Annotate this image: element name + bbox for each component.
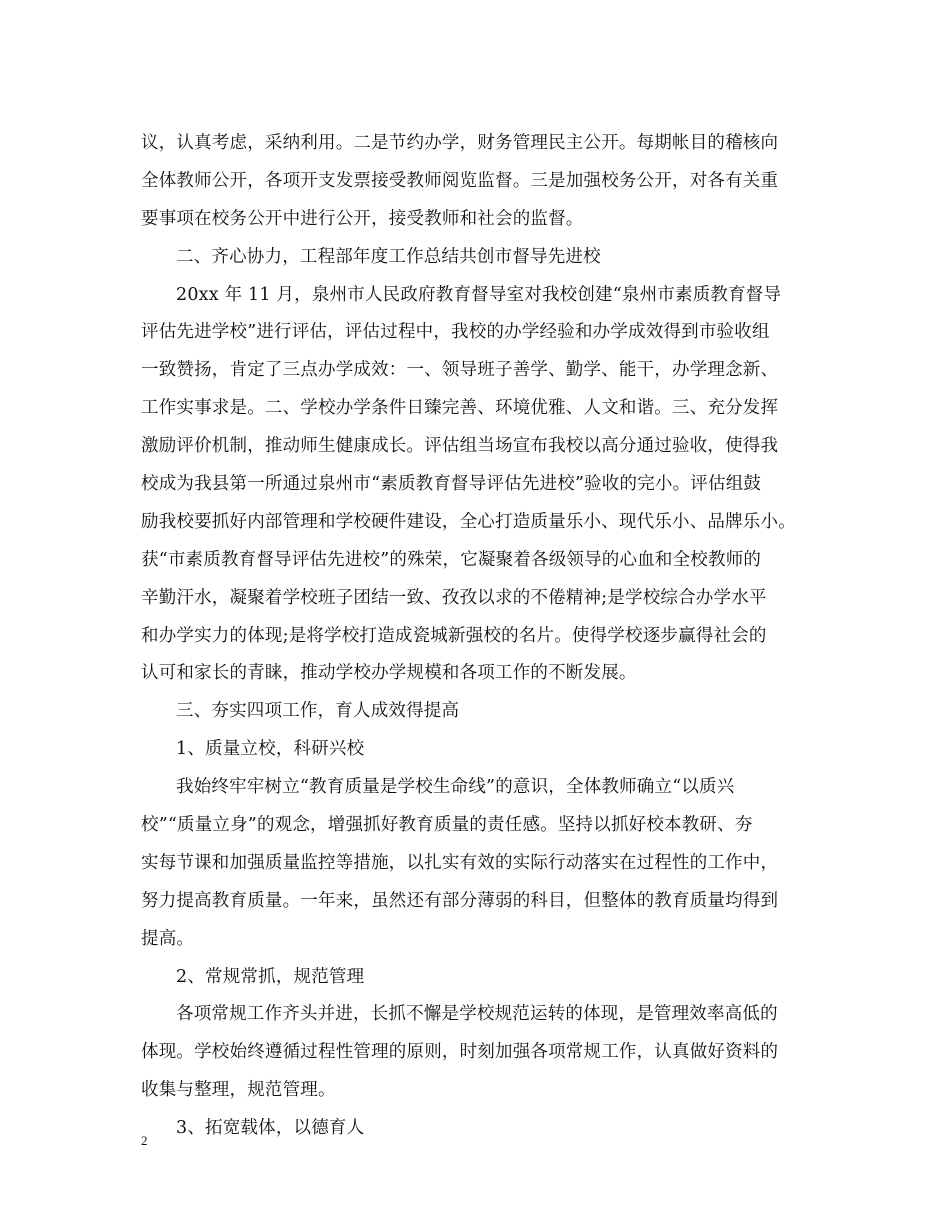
text-line: 全体教师公开，各项开支发票接受教师阅览监督。三是加强校务公开，对各有关重	[141, 170, 779, 191]
document-body	[141, 125, 821, 1148]
text-line: 二、齐心协力，工程部年度工作总结共创市督导先进校	[176, 246, 601, 267]
text-line: 一致赞扬，肯定了三点办学成效：一、领导班子善学、勤学、能干，办学理念新、	[141, 360, 779, 381]
text-line: 各项常规工作齐头并进，长抓不懈是学校规范运转的体现，是管理效率高低的	[176, 1004, 778, 1025]
text-line: 激励评价机制，推动师生健康成长。评估组当场宣布我校以高分通过验收，使得我	[141, 436, 779, 457]
text-line: 20xx 年 11 月，泉州市人民政府教育督导室对我校创建“泉州市素质教育督导	[176, 284, 782, 305]
text-line: 议，认真考虑，采纳利用。二是节约办学，财务管理民主公开。每期帐目的稽核向	[141, 133, 779, 153]
text-line: 要事项在校务公开中进行公开，接受教师和社会的监督。	[141, 208, 584, 229]
text-line: 和办学实力的体现;是将学校打造成瓷城新强校的名片。使得学校逐步赢得社会的	[141, 625, 767, 646]
text-line: 2、常规常抓，规范管理	[176, 966, 365, 987]
text-line: 校”“质量立身”的观念，增强抓好教育质量的责任感。坚持以抓好校本教研、夯	[141, 815, 753, 836]
text-line: 获“市素质教育督导评估先进校”的殊荣，它凝聚着各级领导的心血和全校教师的	[141, 549, 762, 570]
text-line: 我始终牢牢树立“教育质量是学校生命线”的意识，全体教师确立“以质兴	[176, 777, 735, 798]
text-line: 评估先进学校”进行评估，评估过程中，我校的办学经验和办学成效得到市验收组	[141, 322, 770, 343]
text-line: 励我校要抓好内部管理和学校硬件建设，全心打造质量乐小、现代乐小、品牌乐小。	[141, 511, 796, 532]
page-number: 2	[141, 1133, 148, 1148]
text-line: 辛勤汗水，凝聚着学校班子团结一致、孜孜以求的不倦精神;是学校综合办学水平	[141, 587, 767, 608]
text-line: 收集与整理，规范管理。	[141, 1080, 336, 1101]
text-line: 三、夯实四项工作，育人成效得提高	[176, 701, 460, 722]
text-line: 努力提高教育质量。一年来，虽然还有部分薄弱的科目，但整体的教育质量均得到	[141, 890, 779, 911]
text-line: 实每节课和加强质量监控等措施，以扎实有效的实际行动落实在过程性的工作中，	[141, 852, 779, 873]
text-line: 体现。学校始终遵循过程性管理的原则，时刻加强各项常规工作，认真做好资料的	[141, 1042, 779, 1063]
text-line: 提高。	[141, 928, 195, 949]
text-line: 认可和家长的青睐，推动学校办学规模和各项工作的不断发展。	[141, 663, 637, 684]
text-line: 3、拓宽载体，以德育人	[176, 1118, 365, 1139]
text-line: 校成为我县第一所通过泉州市“素质教育督导评估先进校”验收的完小。评估组鼓	[141, 474, 762, 495]
text-line: 工作实事求是。二、学校办学条件日臻完善、环境优雅、人文和谐。三、充分发挥	[141, 398, 779, 419]
text-line: 1、质量立校，科研兴校	[176, 739, 365, 760]
